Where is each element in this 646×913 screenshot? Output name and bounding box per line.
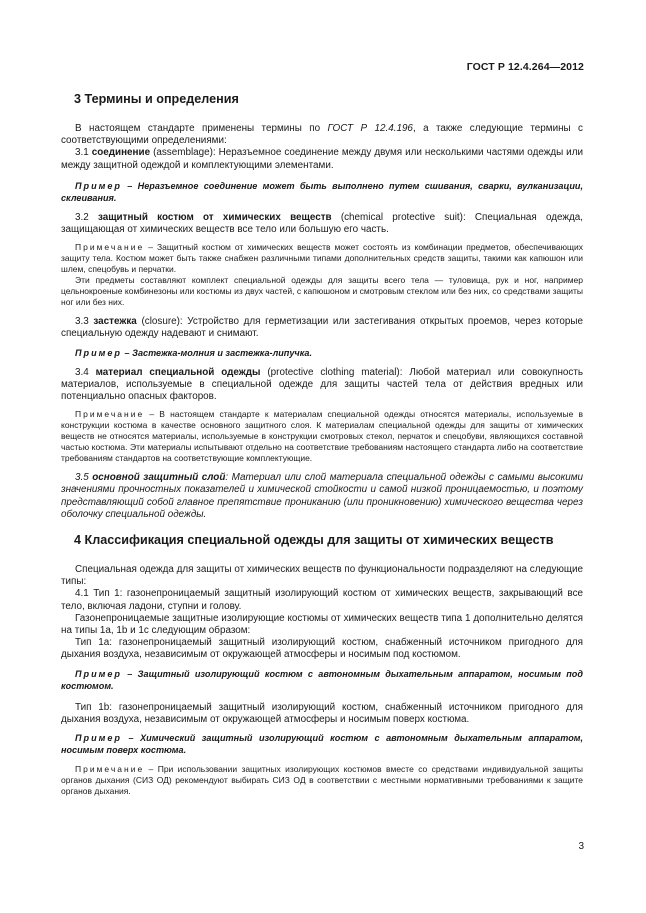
note-3-2: Примечание – Защитный костюм от химических веществ может состоять из комбинации предметов, обеспечивающих защиту тела. Костюм может быть также снабжен различными типами дополнительных средств защиты, такими как капюшон или шлем, спецобувь и перчатки.: [61, 242, 583, 275]
standard-header: ГОСТ Р 12.4.264—2012: [466, 61, 584, 73]
note-3-4: Примечание – В настоящем стандарте к материалам специальной одежды относятся материалы, используемые в конструкции костюма в качестве основного защитного слоя. К материалам специальной одежды для защиты от химических веществ не относятся материалы, используемые в конструкции смотровых стекол, перчаток и спецобуви, являющихся составной частью костюма. Эти материалы испытывают отдельно на соответствие требованиям настоящего стандарта либо на соответствие требованиям стандартов на соответствующие комплектующие.: [61, 409, 583, 464]
note-type-1b: Примечание – При использовании защитных изолирующих костюмов вместе со средствами индивидуальной защиты органов дыхания (СИЗ ОД) рекомендуют выбирать СИЗ ОД в соответствии с местными нормативными требованиями к защите органов дыхания.: [61, 764, 583, 797]
term-name: застежка: [93, 316, 137, 328]
section-3-heading: 3 Термины и определения: [74, 92, 239, 106]
term-3-4: 3.4 материал специальной одежды (protective clothing material): Любой материал или совокупность материалов, используемые в специальной одежде для защиты частей тела от действия вредных или потенциально опасных факторов.: [61, 366, 584, 403]
section-3-intro: В настоящем стандарте применены термины по ГОСТ Р 12.4.196, а также следующие термины с соответствующими определениями:: [61, 123, 583, 147]
term-3-3: 3.3 застежка (closure): Устройство для герметизации или застегивания открытых проемов, через которые специальную одежду надевают и снимают.: [61, 316, 583, 340]
term-3-1: 3.1 соединение (assemblage): Неразъемное соединение между двумя или несколькими частями одежды или между защитной одеждой и комплектующими элементами.: [61, 147, 583, 171]
type-1: 4.1 Тип 1: газонепроницаемый защитный изолирующий костюм от химических веществ, закрывающий все тело, включая ладони, ступни и голову.: [61, 588, 583, 612]
standard-reference: ГОСТ Р 12.4.196: [327, 123, 413, 134]
type-1a: Тип 1a: газонепроницаемый защитный изолирующий костюм, снабженный источником пригодного для дыхания воздуха, независимым от окружающей атмосферы и носимым под костюмом.: [61, 637, 583, 661]
example-type-1a: Пример – Защитный изолирующий костюм с автономным дыхательным аппаратом, носимым под костюмом.: [61, 668, 583, 691]
term-name: соединение: [91, 147, 151, 159]
term-name: основной защитный слой: [92, 472, 226, 484]
note-3-2-continued: Эти предметы составляют комплект специальной одежды для защиты всего тела — туловища, рук и ног, например цельнокроеные комбинезоны или костюмы из двух частей, с капюшоном и смотровым стеклом или без них, со средствами защиты ног или без них.: [61, 275, 583, 308]
term-name: защитный костюм от химических веществ: [97, 211, 332, 223]
term-name: материал специальной одежды: [95, 366, 261, 378]
page-content: [61, 92, 583, 797]
page-number: 3: [578, 841, 584, 852]
section-4-heading: 4 Классификация специальной одежды для защиты от химических веществ: [74, 533, 554, 548]
type-1-subtypes: Газонепроницаемые защитные изолирующие костюмы от химических веществ типа 1 дополнительно делятся на типы 1a, 1b и 1c следующим образом:: [61, 612, 583, 637]
example-3-1: Пример – Неразъемное соединение может быть выполнено путем сшивания, сварки, вулканизации, склеивания.: [61, 180, 583, 203]
term-3-2: 3.2 защитный костюм от химических веществ (chemical protective suit): Специальная одежда, защищающая от химических веществ все тело или большую его часть.: [61, 211, 583, 236]
section-4-intro: Специальная одежда для защиты от химических веществ по функциональности подразделяют на следующие типы:: [61, 564, 583, 588]
term-3-5: 3.5 основной защитный слой: Материал или слой материала специальной одежды с самыми высокими значениями прочностных показателей и химической стойкости и самой низкой проницаемостью, и поэтому представляющий собой главное препятствие прониканию (или проникновению) химического вещества через оболочку специальной одежды.: [61, 472, 584, 520]
example-3-3: Пример – Застежка-молния и застежка-липучка.: [75, 347, 313, 358]
type-1b: Тип 1b: газонепроницаемый защитный изолирующий костюм, снабженный источником пригодного для дыхания воздуха, независимым от окружающей атмосферы и носимым поверх костюма.: [61, 701, 583, 725]
example-type-1b: Пример – Химический защитный изолирующий костюм с автономным дыхательным аппаратом, носимым поверх костюма.: [61, 733, 583, 756]
